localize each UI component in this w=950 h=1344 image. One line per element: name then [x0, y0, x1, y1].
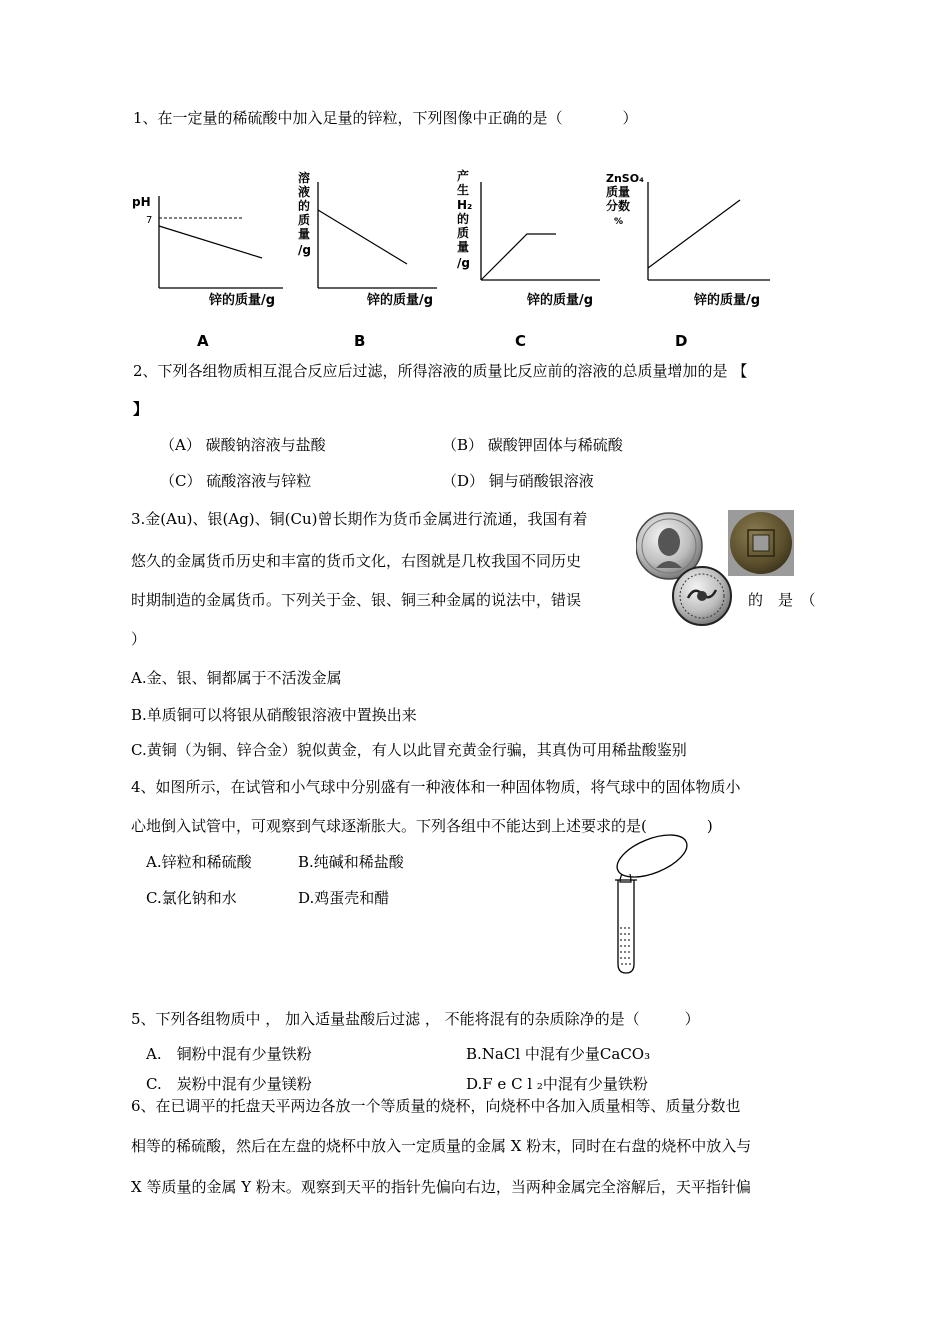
question-5-text: 5、下列各组物质中 ， 加入适量盐酸后过滤 ， 不能将混有的杂质除净的是（ ） [131, 1010, 700, 1028]
q3-option-a: A.金、银、铜都属于不活泼金属 [131, 669, 342, 687]
question-4-line-2: 心地倒入试管中，可观察到气球逐渐胀大。下列各组中不能达到上述要求的是( ) [131, 817, 713, 835]
svg-text:量: 量 [457, 240, 470, 254]
svg-text:的: 的 [298, 199, 311, 213]
graph-letter-d: D [675, 332, 688, 350]
svg-text:的: 的 [457, 212, 470, 226]
question-2-bracket: 】 [133, 400, 149, 418]
balloon [611, 828, 692, 886]
question-1-text: 1、在一定量的稀硫酸中加入足量的锌粒，下列图像中正确的是（ ） [133, 109, 638, 127]
q5-option-a: A. 铜粉中混有少量铁粉 [146, 1045, 312, 1063]
graph-letter-b: B [354, 332, 366, 350]
svg-text:液: 液 [298, 185, 311, 199]
q4-option-c: C.氯化钠和水 [146, 889, 237, 907]
test-tube [618, 880, 634, 973]
question-4-line-1: 4、如图所示，在试管和小气球中分别盛有一种液体和一种固体物质，将气球中的固体物质小 [131, 778, 741, 796]
graph-b-ylabel [298, 170, 311, 257]
q5-option-d: D.F e C l ₂中混有少量铁粉 [466, 1075, 648, 1093]
svg-text:ZnSO₄: ZnSO₄ [606, 172, 644, 185]
coins-image [636, 510, 796, 635]
question-3-line-3-end: 的 是 （ [748, 591, 816, 609]
test-tube-balloon-diagram [600, 828, 700, 978]
graph-c-xlabel: 锌的质量/g [527, 293, 594, 308]
q5-option-b: B.NaCl 中混有少量CaCO₃ [466, 1045, 651, 1063]
svg-text:质量: 质量 [606, 185, 631, 199]
graph-d [602, 168, 777, 308]
q5-option-c: C. 炭粉中混有少量镁粉 [146, 1075, 312, 1093]
question-6-line-2: 相等的稀硫酸，然后在左盘的烧杯中放入一定质量的金属 X 粉末，同时在右盘的烧杯中放入与 [131, 1137, 752, 1155]
bronze-cash-coin [728, 510, 794, 576]
graph-letter-a: A [197, 332, 209, 350]
graph-d-curve [648, 200, 740, 268]
question-3-line-3: 时期制造的金属货币。下列关于金、银、铜三种金属的说法中，错误 [131, 591, 582, 609]
graph-letter-c: C [515, 332, 527, 350]
q2-option-c: （C） 硫酸溶液与锌粒 [160, 472, 312, 490]
silver-dragon-coin [673, 567, 731, 625]
svg-text:分数: 分数 [606, 199, 631, 213]
svg-text:量: 量 [298, 227, 311, 241]
svg-text:/g: /g [457, 256, 470, 270]
svg-text:产: 产 [457, 169, 470, 183]
question-3-line-2: 悠久的金属货币历史和丰富的货币文化，右图就是几枚我国不同历史 [131, 552, 582, 570]
question-6-line-3: X 等质量的金属 Y 粉末。观察到天平的指针先偏向右边，当两种金属完全溶解后，天平指针偏 [131, 1178, 751, 1196]
graph-a-tick: 7 [146, 215, 153, 226]
svg-text:%: % [614, 217, 624, 227]
graph-c-ylabel [457, 168, 472, 270]
q2-option-d: （D） 铜与硝酸银溶液 [442, 472, 594, 490]
question-2-text: 2、下列各组物质相互混合反应后过滤，所得溶液的质量比反应前的溶液的总质量增加的是 【 [133, 362, 748, 380]
graph-b [294, 168, 454, 308]
q3-option-b: B.单质铜可以将银从硝酸银溶液中置换出来 [131, 706, 417, 724]
svg-text:生: 生 [457, 183, 470, 197]
question-3-line-1: 3.金(Au)、银(Ag)、铜(Cu)曾长期作为货币金属进行流通，我国有着 [131, 510, 588, 528]
q4-option-d: D.鸡蛋壳和醋 [298, 889, 390, 907]
q4-option-a: A.锌粒和稀硫酸 [146, 853, 252, 871]
graph-a-xlabel: 锌的质量/g [209, 293, 276, 308]
q3-option-c: C.黄铜（为铜、锌合金）貌似黄金，有人以此冒充黄金行骗，其真伪可用稀盐酸鉴别 [131, 741, 687, 759]
graph-b-xlabel: 锌的质量/g [367, 293, 434, 308]
graph-a-ylabel: pH [132, 195, 151, 209]
question-6-line-1: 6、在已调平的托盘天平两边各放一个等质量的烧杯，向烧杯中各加入质量相等、质量分数也 [131, 1097, 741, 1115]
svg-text:质: 质 [457, 226, 470, 240]
graph-a-curve [159, 226, 262, 258]
q4-option-b: B.纯碱和稀盐酸 [298, 853, 404, 871]
q2-option-b: （B） 碳酸钾固体与稀硫酸 [442, 436, 623, 454]
graph-d-ylabel [606, 172, 644, 227]
question-3-line-4: ） [131, 630, 147, 648]
svg-text:H₂: H₂ [457, 198, 473, 212]
graph-c-curve [481, 234, 556, 280]
liquid [620, 928, 632, 964]
svg-text:溶: 溶 [298, 171, 311, 185]
graph-c [453, 168, 613, 308]
graph-b-curve [318, 210, 407, 264]
svg-text:质: 质 [298, 213, 311, 227]
svg-text:/g: /g [298, 243, 311, 257]
graph-d-xlabel: 锌的质量/g [694, 293, 761, 308]
q2-option-a: （A） 碳酸钠溶液与盐酸 [160, 436, 326, 454]
